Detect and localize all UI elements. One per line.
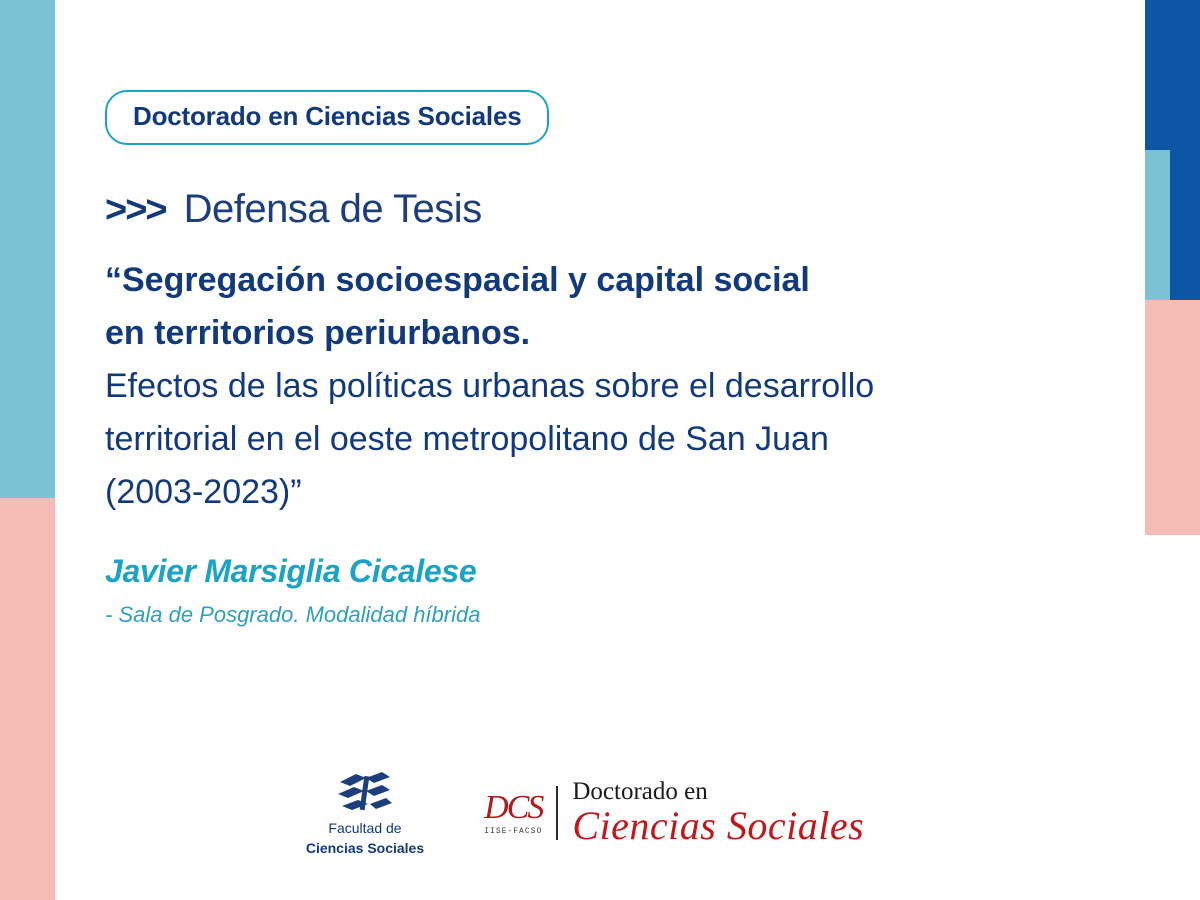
event-heading [105,187,1065,232]
fcs-label-line-2: Ciencias Sociales [305,840,425,856]
thesis-title-line-1: “Segregación socioespacial y capital social [105,261,810,299]
footer-logos [105,770,1065,856]
fcs-label-line-1: Facultad de [328,820,402,836]
right-strip-teal-block [1145,150,1170,300]
dcs-wordmark-line-1: Doctorado en [572,777,708,805]
dcs-monogram [484,788,543,836]
author-name: Javier Marsiglia Cicalese [105,553,477,590]
right-strip-pink-block [1145,300,1200,535]
thesis-subtitle-line-3: (2003-2023)” [105,473,302,512]
thesis-subtitle-line-1: Efectos de las políticas urbanas sobre el desarrollo [105,367,875,406]
flyer-content [105,0,1065,900]
thesis-subtitle-line-2: territorial en el oeste metropolitano de San Juan [105,420,829,459]
doctorado-ciencias-sociales-logo [484,779,864,847]
fcs-weave-mark-icon [336,770,394,816]
right-decorative-strip [1145,0,1200,900]
left-strip-teal-block [0,0,55,498]
dcs-wordmark-line-2: Ciencias Sociales [572,803,865,849]
thesis-title-line-2: en territorios periurbanos. [105,314,531,353]
venue-modality: - Sala de Posgrado. Modalidad híbrida [105,602,481,628]
facultad-ciencias-sociales-logo [306,770,424,856]
program-badge: Doctorado en Ciencias Sociales [105,90,549,145]
dcs-monogram-letters: DCS [484,788,543,826]
event-type-label: Defensa de Tesis [183,187,482,231]
dcs-wordmark [572,779,864,847]
left-strip-pink-block [0,498,55,900]
left-decorative-strip [0,0,55,900]
thesis-title-block [105,254,1065,519]
dcs-monogram-subtext: IISE-FACSO [484,826,543,836]
chevrons-icon: >>> [105,189,166,231]
logo-divider [556,786,558,840]
